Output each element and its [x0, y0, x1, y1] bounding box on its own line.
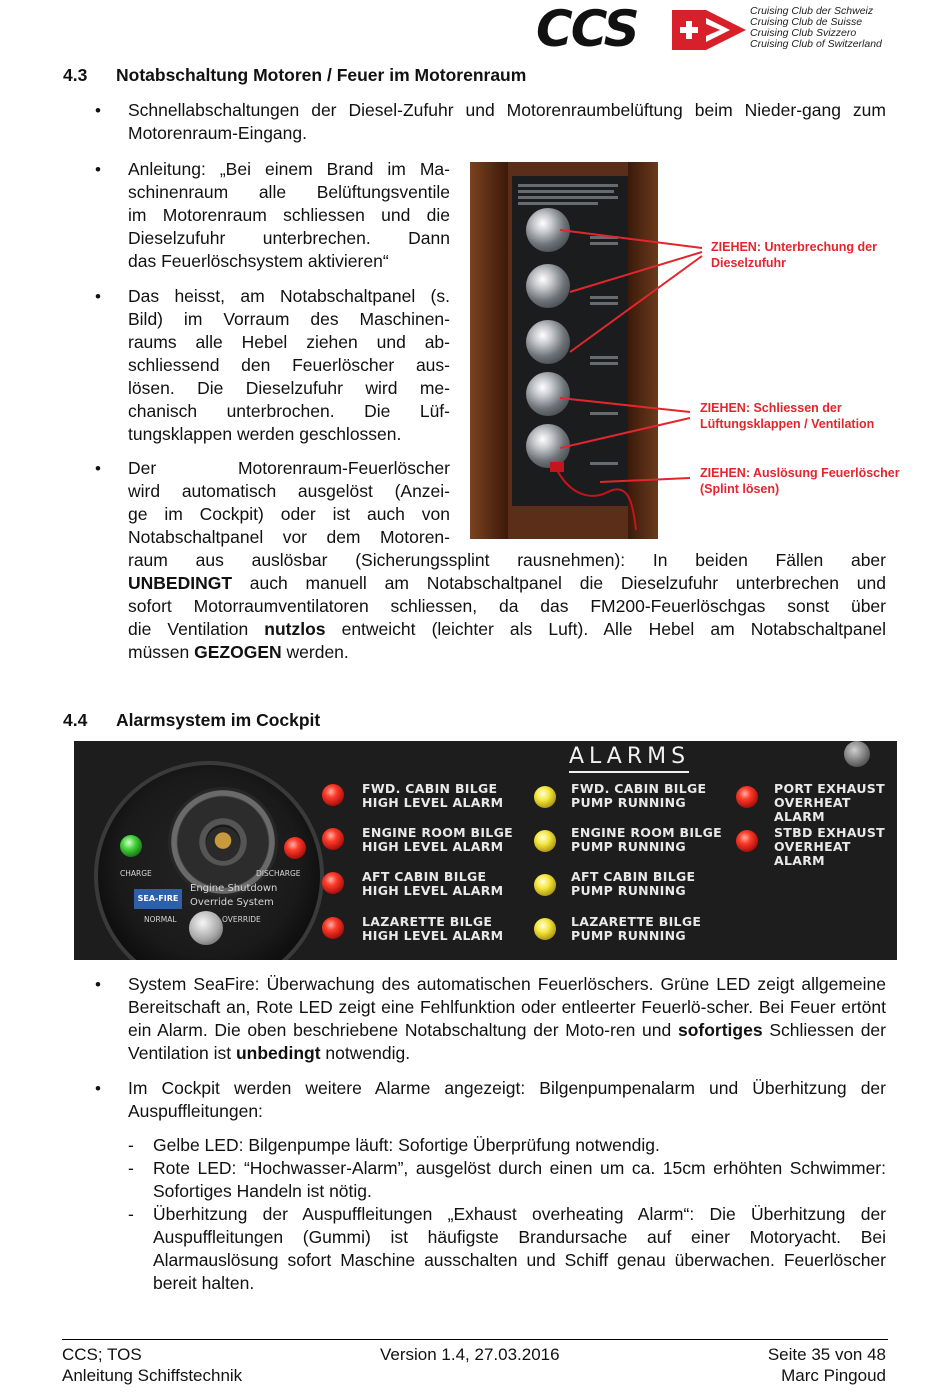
lazarette-pump-led — [534, 918, 556, 940]
engine-room-pump-led — [534, 830, 556, 852]
fwd-cabin-high-level-led — [322, 784, 344, 806]
stbd-exhaust-led — [736, 830, 758, 852]
s43-bullet-4-wide: raum aus auslösbar (Sicherungssplint rausnehmen): In beiden Fällen aber UNBEDINGT auch manuell am Notabschaltpanel die Dieselzufuhr unterbrechen und sofort Motorraumventilatoren schliessen, da das FM200-Feuerlöschgas sonst über die Ventilation nutzlos entweicht (leichter als Luft). Alle Hebel am Notabschaltpanel müssen GEZOGEN werden. — [128, 550, 886, 662]
bullet-marker: • — [95, 459, 101, 478]
footer-version: Version 1.4, 27.03.2016 — [380, 1345, 560, 1364]
bullet-marker: • — [95, 101, 101, 120]
section-4-4-heading: 4.4 Alarmsystem im Cockpit — [63, 710, 321, 730]
bullet-marker: • — [95, 1079, 101, 1098]
bullet-marker: • — [95, 160, 101, 179]
section-4-3-heading: 4.3 Notabschaltung Motoren / Feuer im Motorenraum — [63, 65, 527, 85]
engine-room-high-level-led — [322, 828, 344, 850]
dash-item-yellow-led: Gelbe LED: Bilgenpumpe läuft: Sofortige Überprüfung notwendig. — [153, 1135, 660, 1155]
s43-bullet-4-narrow: Der Motorenraum-Feuerlöscher wird automatisch ausgelöst (Anzei- ge im Cockpit) oder ist auch von Notabschaltpanel vor dem Motoren- — [128, 458, 450, 547]
fwd-cabin-pump-label: FWD. CABIN BILGE PUMP RUNNING — [571, 781, 707, 810]
lazarette-pump-label: LAZARETTE BILGE PUMP RUNNING — [571, 914, 702, 943]
screw-icon — [844, 741, 870, 767]
aft-cabin-high-level-led — [322, 872, 344, 894]
s43-bullet-3: Das heisst, am Notabschaltpanel (s. Bild) im Vorraum des Maschinen- raums alle Hebel ziehen und ab- schliessend den Feuerlöscher aus- lösen. Die Dieselzufuhr wird me- chanisch unterbrochen. Die Lüf- tungsklappen werden geschlossen. — [128, 286, 450, 444]
annotation-ventilation: ZIEHEN: Schliessen der Lüftungsklappen / Ventilation — [700, 401, 875, 431]
s43-bullet-2: Anleitung: „Bei einem Brand im Ma- schinenraum alle Belüftungsventile im Motorenraum schliessen und die Dieselzufuhr unterbrechen. Dann das Feuerlöschsystem aktivieren“ — [128, 159, 450, 271]
seafire-logo: SEA-FIRE — [134, 889, 182, 909]
footer-left-2: Anleitung Schiffstechnik — [62, 1366, 243, 1385]
dash-marker: - — [128, 1135, 134, 1155]
charge-led — [120, 835, 142, 857]
dash-marker: - — [128, 1204, 134, 1224]
footer-divider — [62, 1339, 888, 1340]
s43-bullet-1: Schnellabschaltungen der Diesel-Zufuhr und Motorenraumbelüftung beim Nieder-gang zum Motorenraum-Eingang. — [128, 100, 886, 143]
footer-page-number: Seite 35 von 48 — [767, 1345, 886, 1364]
footer-author: Marc Pingoud — [781, 1366, 886, 1385]
cockpit-alarm-panel-photo — [74, 741, 897, 960]
port-exhaust-led — [736, 786, 758, 808]
aft-cabin-pump-led — [534, 874, 556, 896]
footer-left-1: CCS; TOS — [62, 1345, 142, 1364]
s44-bullet-1: System SeaFire: Überwachung des automatischen Feuerlöschers. Grüne LED zeigt allgemeine Bereitschaft an, Rote LED zeigt eine Fehlfunktion oder entleerter Feuerlö-scher. Bei Feuer ertönt ein Alarm. Die oben beschriebene Notabschaltung der Moto-ren und sofortiges Schliessen der Ventilation ist unbedingt notwendig. — [128, 974, 886, 1063]
alarms-title: ALARMS — [569, 744, 691, 769]
stbd-exhaust-label: STBD EXHAUST OVERHEAT ALARM — [774, 825, 885, 868]
annotation-extinguisher: ZIEHEN: Auslösung Feuerlöscher (Splint lösen) — [700, 466, 900, 496]
logo-club-names: Cruising Club der Schweiz Cruising Club de Suisse Cruising Club Svizzero Cruising Club of Switzerland — [750, 5, 882, 50]
dash-marker: - — [128, 1158, 134, 1178]
lazarette-high-level-label: LAZARETTE BILGE HIGH LEVEL ALARM — [362, 914, 504, 943]
annotation-diesel: ZIEHEN: Unterbrechung der Dieselzufuhr — [711, 240, 877, 270]
discharge-led — [284, 837, 306, 859]
engine-room-high-level-label: ENGINE ROOM BILGE HIGH LEVEL ALARM — [362, 825, 513, 854]
s44-bullet-2: Im Cockpit werden weitere Alarme angezeigt: Bilgenpumpenalarm und Überhitzung der Auspuffleitungen: — [128, 1078, 886, 1121]
dash-item-exhaust: Überhitzung der Auspuffleitungen „Exhaust overheating Alarm“: Die Überhitzung der Auspuffleitungen (Gummi) ist häufigste Brandursache auf einer Motoryacht. Bei Alarmauslösung sofort Maschine ausschalten und Schiff genau überwachen. Feuerlöscher bereit halten. — [153, 1204, 886, 1293]
annotation-arrows — [560, 210, 720, 490]
dash-item-red-led: Rote LED: “Hochwasser-Alarm”, ausgelöst durch einen um ca. 15cm erhöhten Schwimmer: Sofortiges Handeln ist nötig. — [153, 1158, 886, 1201]
override-knob — [189, 911, 223, 945]
logo-wordmark: CCS — [536, 0, 638, 58]
fwd-cabin-pump-led — [534, 786, 556, 808]
aft-cabin-pump-label: AFT CABIN BILGE PUMP RUNNING — [571, 869, 696, 898]
pennant-icon — [706, 10, 746, 50]
bullet-marker: • — [95, 287, 101, 306]
ccs-logo — [536, 0, 896, 58]
swiss-flag-icon — [672, 10, 706, 50]
bullet-marker: • — [95, 975, 101, 994]
fwd-cabin-high-level-label: FWD. CABIN BILGE HIGH LEVEL ALARM — [362, 781, 504, 810]
seafire-dial: CHARGE DISCHARGE Engine Shutdown Override System NORMAL OVERRIDE — [94, 761, 324, 960]
lazarette-high-level-led — [322, 917, 344, 939]
engine-room-pump-label: ENGINE ROOM BILGE PUMP RUNNING — [571, 825, 722, 854]
port-exhaust-label: PORT EXHAUST OVERHEAT ALARM — [774, 781, 885, 824]
aft-cabin-high-level-label: AFT CABIN BILGE HIGH LEVEL ALARM — [362, 869, 504, 898]
